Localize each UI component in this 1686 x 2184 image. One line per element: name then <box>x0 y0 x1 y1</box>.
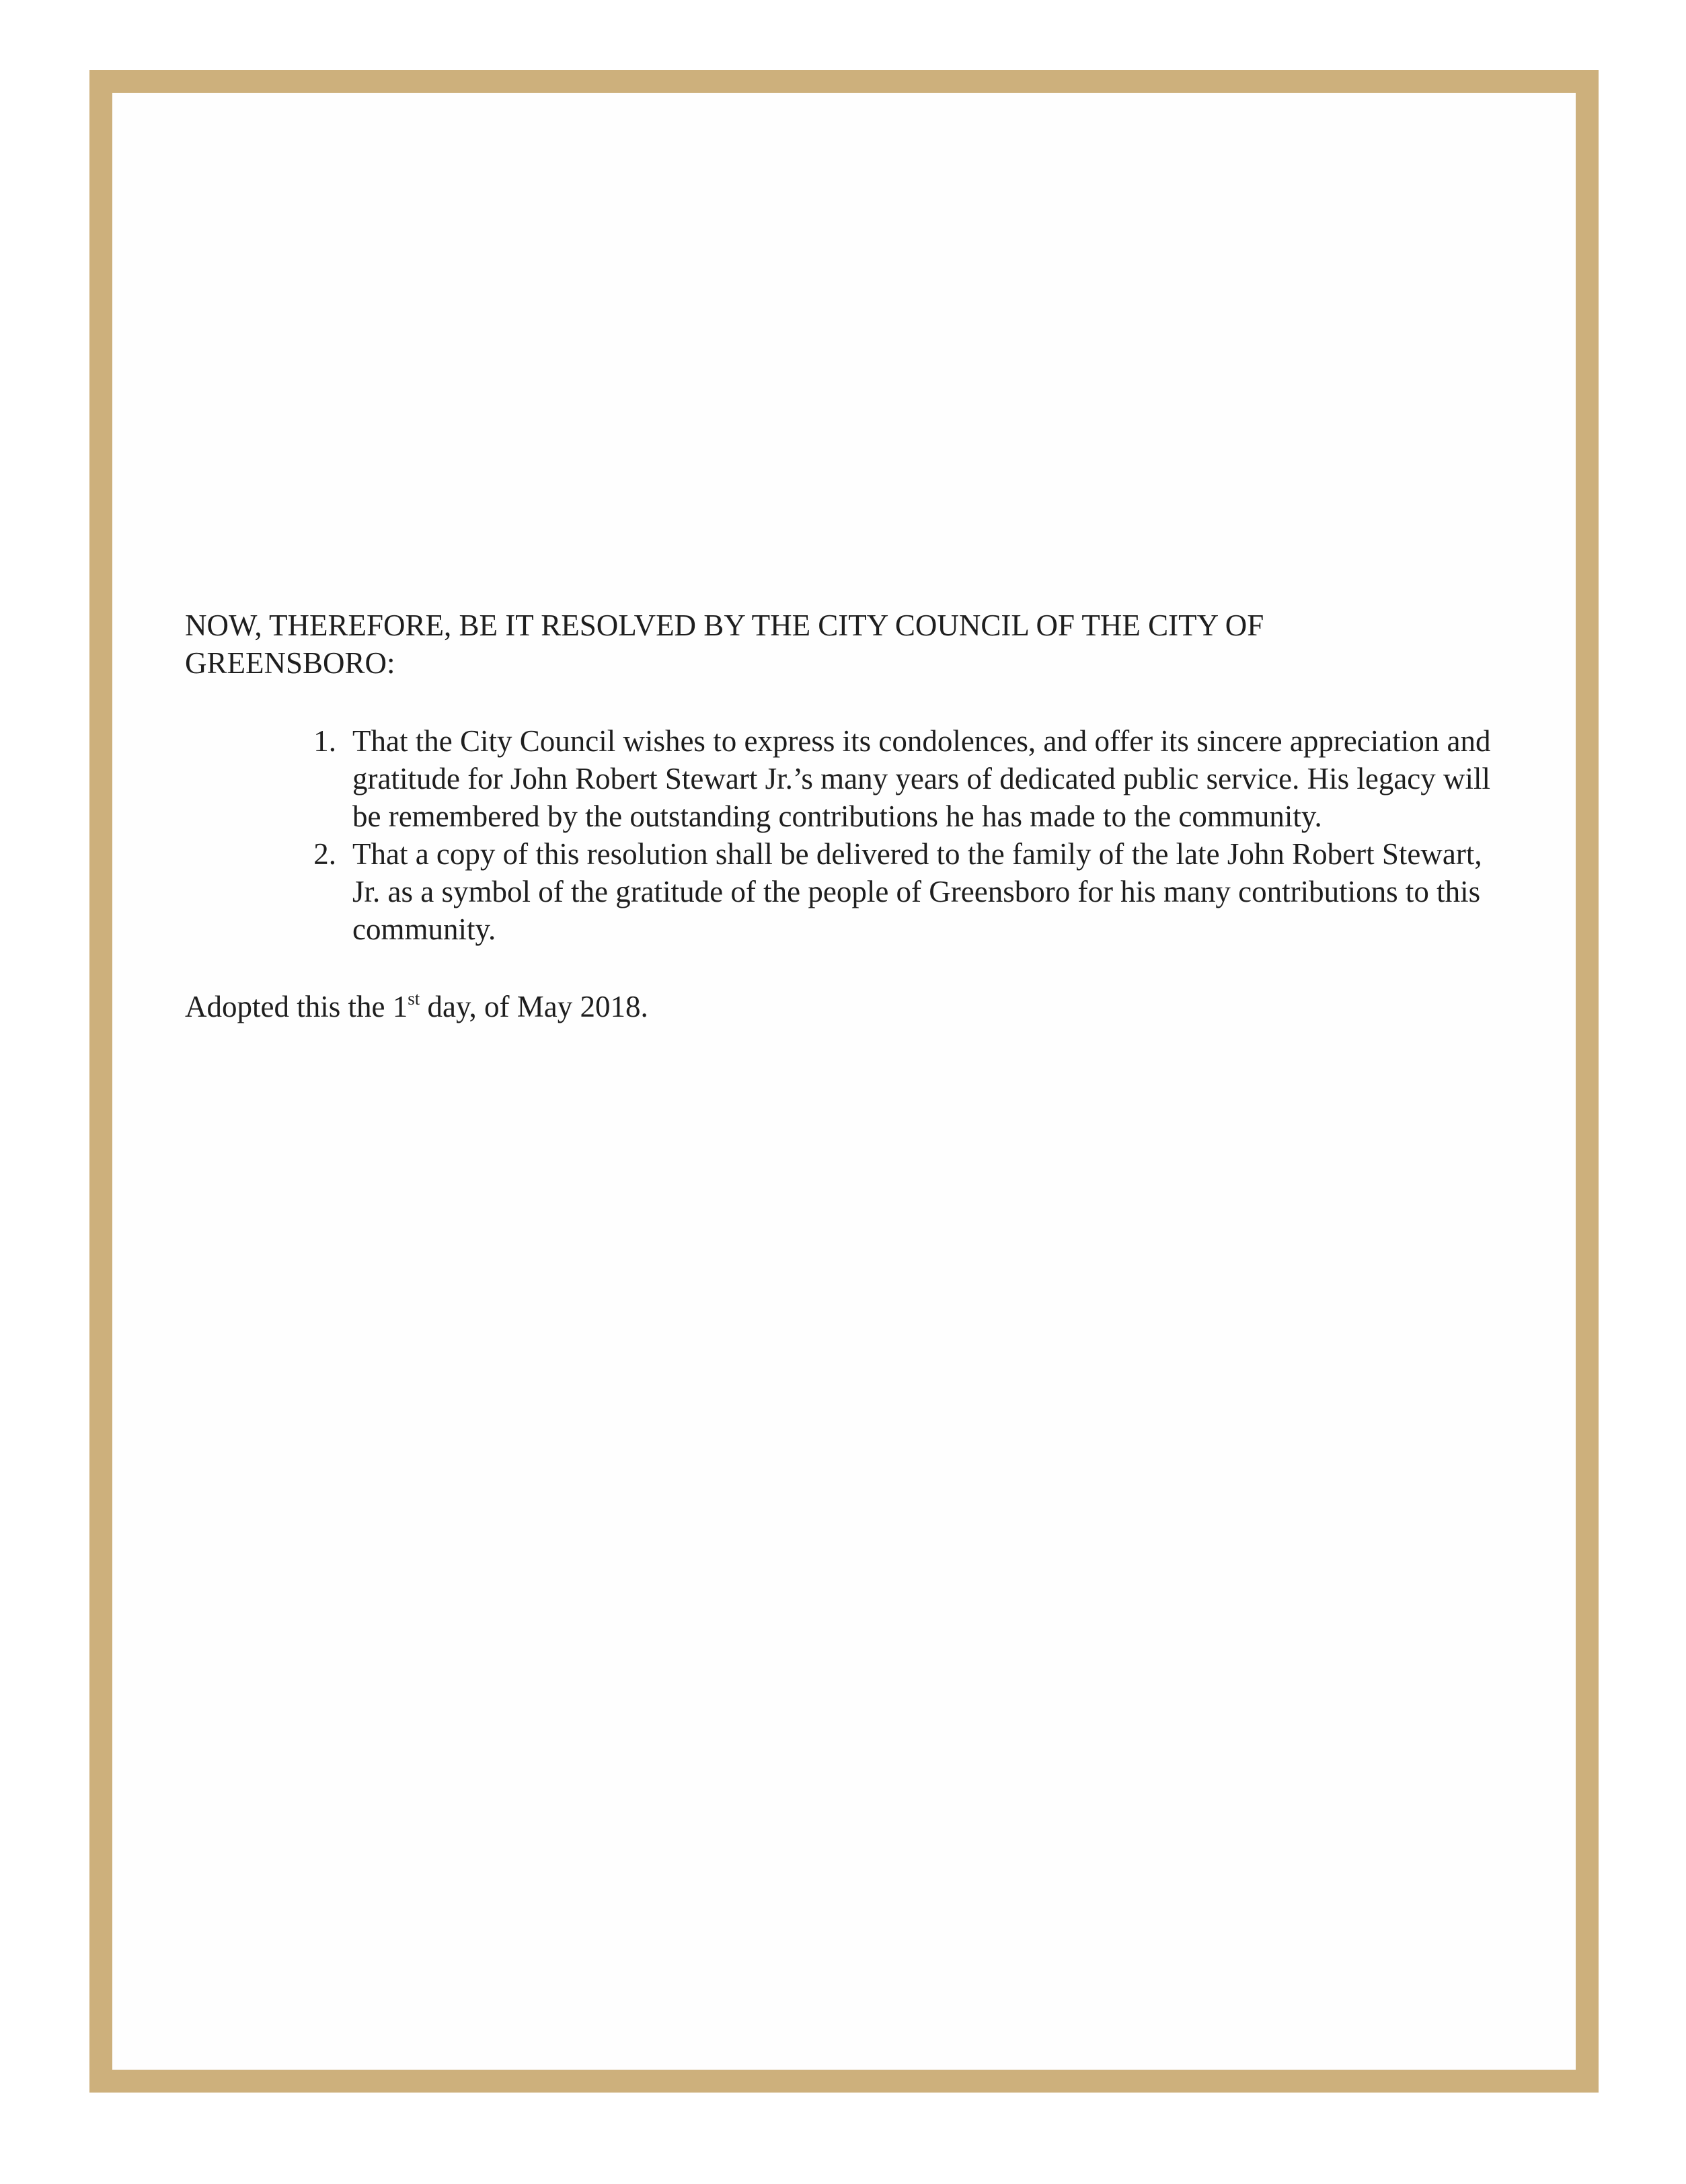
resolution-clause-1 <box>185 722 1510 835</box>
resolution-document <box>185 607 1530 1056</box>
clause-text: That a copy of this resolution shall be delivered to the family of the late John Robert Stewart, Jr. as a symbol of the gratitude of the people of Greensboro for his many contributions to this community. <box>352 837 1482 946</box>
clause-number: 2. <box>313 837 336 871</box>
resolution-heading: NOW, THEREFORE, BE IT RESOLVED BY THE CITY COUNCIL OF THE CITY OF GREENSBORO: <box>185 609 1264 680</box>
adoption-suffix: day, of May 2018. <box>420 990 648 1023</box>
clause-number: 1. <box>313 724 336 758</box>
resolution-clauses <box>185 722 1530 948</box>
ordinal-suffix: st <box>408 988 420 1009</box>
resolution-clause-2 <box>185 835 1510 948</box>
clause-text: That the City Council wishes to express its condolences, and offer its sincere appreciation and gratitude for John Robert Stewart Jr.’s many years of dedicated public service. His legacy will be remembered by the outstanding contributions he has made to the community. <box>352 724 1491 833</box>
adoption-prefix: Adopted this the 1 <box>185 990 408 1023</box>
adoption-date <box>185 988 1530 1025</box>
gold-page-border <box>89 70 1599 2093</box>
